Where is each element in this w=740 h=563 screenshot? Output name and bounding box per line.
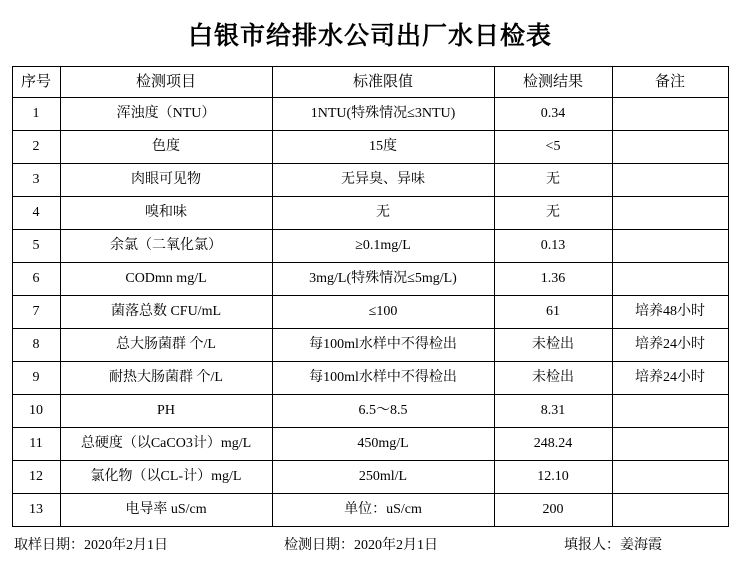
cell-item: 菌落总数 CFU/mL (60, 296, 272, 329)
cell-result: 248.24 (494, 428, 612, 461)
test-date: 检测日期：2020年2月1日 (284, 538, 438, 553)
cell-std: ≥0.1mg/L (272, 230, 494, 263)
cell-item: 氯化物（以CL-计）mg/L (60, 461, 272, 494)
column-header-no: 序号 (12, 67, 60, 98)
cell-note (612, 494, 728, 527)
cell-item: 耐热大肠菌群 个/L (60, 362, 272, 395)
column-header-note: 备注 (612, 67, 728, 98)
cell-result: 无 (494, 164, 612, 197)
cell-note (612, 164, 728, 197)
cell-note (612, 98, 728, 131)
cell-std: 每100ml水样中不得检出 (272, 329, 494, 362)
table-row (12, 329, 728, 362)
cell-std: 每100ml水样中不得检出 (272, 362, 494, 395)
cell-result: 无 (494, 197, 612, 230)
cell-note (612, 230, 728, 263)
table-row (12, 494, 728, 527)
cell-result: 未检出 (494, 362, 612, 395)
cell-item: 总大肠菌群 个/L (60, 329, 272, 362)
cell-note (612, 461, 728, 494)
cell-std: 无 (272, 197, 494, 230)
cell-item: 色度 (60, 131, 272, 164)
table-row (12, 98, 728, 131)
table-row (12, 296, 728, 329)
column-header-std: 标准限值 (272, 67, 494, 98)
reporter-name: 填报人：姜海霞 (564, 538, 662, 553)
cell-no: 9 (12, 362, 60, 395)
cell-std: 3mg/L(特殊情况≤5mg/L) (272, 263, 494, 296)
cell-result: 1.36 (494, 263, 612, 296)
cell-no: 12 (12, 461, 60, 494)
table-row (12, 362, 728, 395)
cell-std: 450mg/L (272, 428, 494, 461)
cell-std: 6.5～8.5 (272, 395, 494, 428)
cell-result: 0.13 (494, 230, 612, 263)
table-row (12, 428, 728, 461)
cell-no: 5 (12, 230, 60, 263)
water-quality-table (12, 66, 729, 527)
table-row (12, 395, 728, 428)
cell-result: 0.34 (494, 98, 612, 131)
cell-no: 3 (12, 164, 60, 197)
cell-no: 11 (12, 428, 60, 461)
cell-item: 嗅和味 (60, 197, 272, 230)
cell-std: 250ml/L (272, 461, 494, 494)
cell-std: 1NTU(特殊情况≤3NTU) (272, 98, 494, 131)
table-row (12, 263, 728, 296)
cell-std: ≤100 (272, 296, 494, 329)
cell-no: 6 (12, 263, 60, 296)
table-header-row (12, 67, 728, 98)
column-header-result: 检测结果 (494, 67, 612, 98)
cell-item: 余氯（二氧化氯） (60, 230, 272, 263)
table-row (12, 131, 728, 164)
cell-std: 无异臭、异味 (272, 164, 494, 197)
table-header (12, 67, 728, 98)
cell-item: 浑浊度（NTU） (60, 98, 272, 131)
cell-no: 2 (12, 131, 60, 164)
cell-std: 单位：uS/cm (272, 494, 494, 527)
cell-note (612, 197, 728, 230)
cell-item: CODmn mg/L (60, 263, 272, 296)
cell-result: 8.31 (494, 395, 612, 428)
page-title: 白银市给排水公司出厂水日检表 (187, 23, 552, 50)
report-footer (12, 534, 728, 554)
table-row (12, 461, 728, 494)
table-body (12, 98, 728, 527)
cell-note (612, 131, 728, 164)
cell-item: PH (60, 395, 272, 428)
cell-no: 13 (12, 494, 60, 527)
cell-note (612, 428, 728, 461)
cell-item: 肉眼可见物 (60, 164, 272, 197)
cell-result: 61 (494, 296, 612, 329)
cell-result: 未检出 (494, 329, 612, 362)
cell-no: 10 (12, 395, 60, 428)
cell-item: 总硬度（以CaCO3计）mg/L (60, 428, 272, 461)
cell-no: 7 (12, 296, 60, 329)
cell-note: 培养48小时 (612, 296, 728, 329)
cell-note: 培养24小时 (612, 362, 728, 395)
cell-no: 8 (12, 329, 60, 362)
cell-result: 200 (494, 494, 612, 527)
cell-no: 4 (12, 197, 60, 230)
cell-result: 12.10 (494, 461, 612, 494)
cell-item: 电导率 uS/cm (60, 494, 272, 527)
table-row (12, 164, 728, 197)
table-row (12, 197, 728, 230)
cell-std: 15度 (272, 131, 494, 164)
sampling-date: 取样日期：2020年2月1日 (14, 538, 168, 553)
column-header-item: 检测项目 (60, 67, 272, 98)
cell-no: 1 (12, 98, 60, 131)
cell-note (612, 395, 728, 428)
cell-note (612, 263, 728, 296)
cell-result: <5 (494, 131, 612, 164)
cell-note: 培养24小时 (612, 329, 728, 362)
table-row (12, 230, 728, 263)
